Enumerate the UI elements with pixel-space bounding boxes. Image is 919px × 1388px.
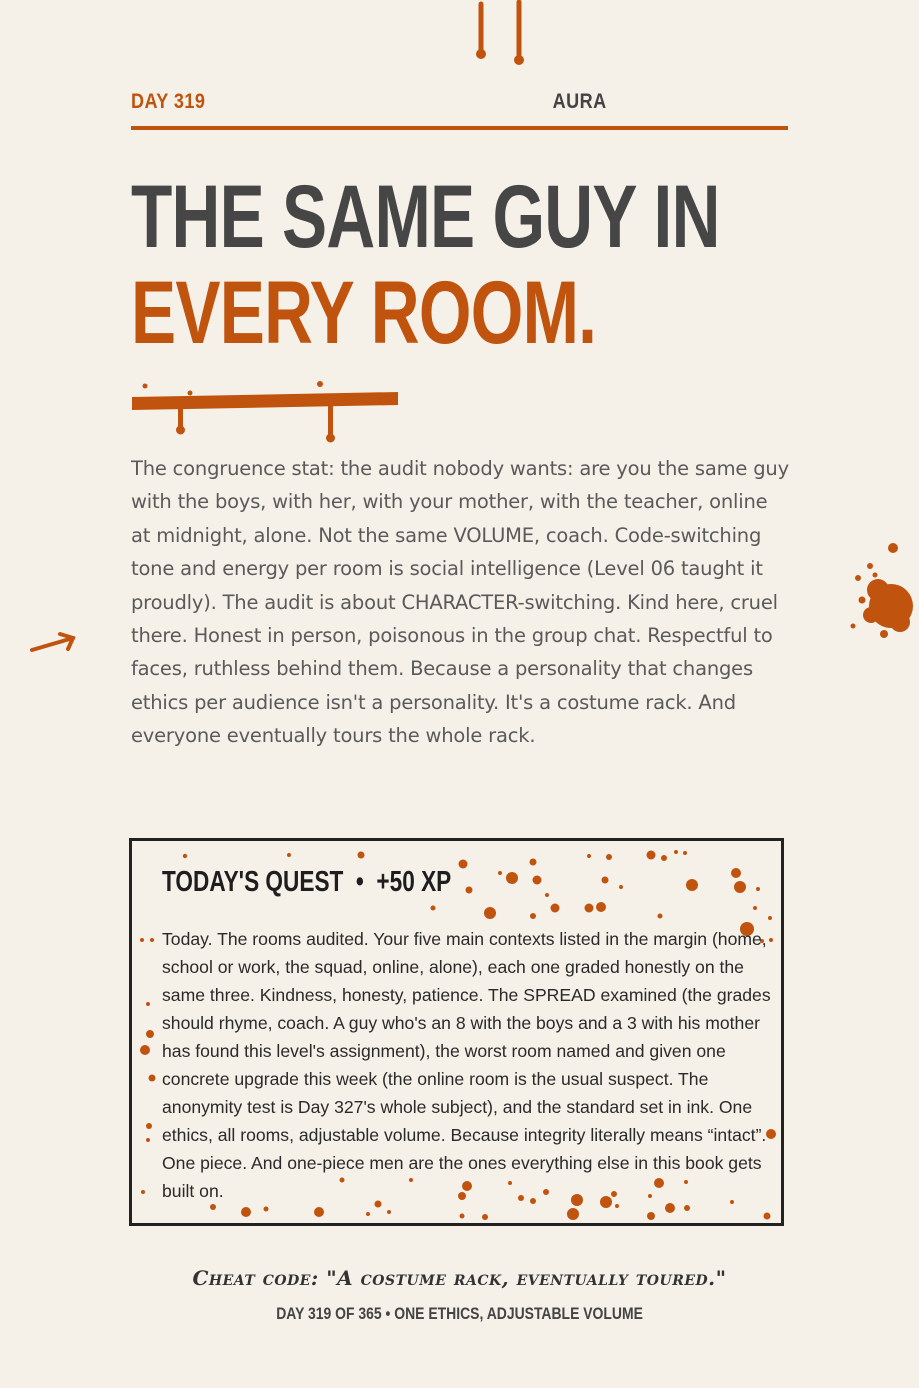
footer-label: DAY 319 OF 365 • ONE ETHICS, ADJUSTABLE VOLUME — [276, 1304, 643, 1323]
brush-stroke — [132, 381, 398, 443]
cheat-code: Cheat code: "A costume rack, eventually toured." — [192, 1266, 727, 1290]
page-title — [131, 168, 724, 360]
page-footer — [0, 1304, 919, 1324]
title-line-1: THE SAME GUY IN — [131, 166, 720, 266]
header-divider — [131, 126, 788, 130]
title-line-2: EVERY ROOM. — [131, 262, 597, 362]
body-paragraph: The congruence stat: the audit nobody wants: are you the same guy with the boys, with her, with your mother, with the teacher, online at midnight, alone. Not the same VOLUME, coach. Code-switching tone and energy per room is social intelligence (Level 06 taught it proudly). The audit is about CHARACTER-switching. Kind here, cruel there. Honest in person, poisonous in the group chat. Respectful to faces, ruthless behind them. Because a personality that changes ethics per audience isn't a personality. It's a costume rack. And everyone eventually tours the whole rack. — [131, 457, 789, 748]
page-header — [131, 90, 696, 114]
top-drip-marks — [477, 2, 524, 65]
category-tag: AURA — [552, 90, 607, 113]
paint-splatter — [851, 543, 914, 638]
quest-title: TODAY'S QUEST • +50 XP — [162, 866, 452, 898]
arrow-icon — [32, 634, 73, 650]
quest-text: Today. The rooms audited. Your five main contexts listed in the margin (home, school or work, the squad, online, alone), each one graded honestly on the same three. Kindness, honesty, patience. The SPREAD examined (the grades should rhyme, coach. A guy who's an 8 with the boys and a 3 with his mother has found this level's assignment), the worst room named and given one concrete upgrade this week (the online room is the usual suspect. The anonymity test is Day 327's whole subject), and the standard set in ink. One ethics, all rooms, adjustable volume. Because integrity literally means “intact”. One piece. And one-piece men are the ones everything else in this book gets built on. — [162, 929, 771, 1201]
day-label: DAY 319 — [131, 90, 206, 113]
